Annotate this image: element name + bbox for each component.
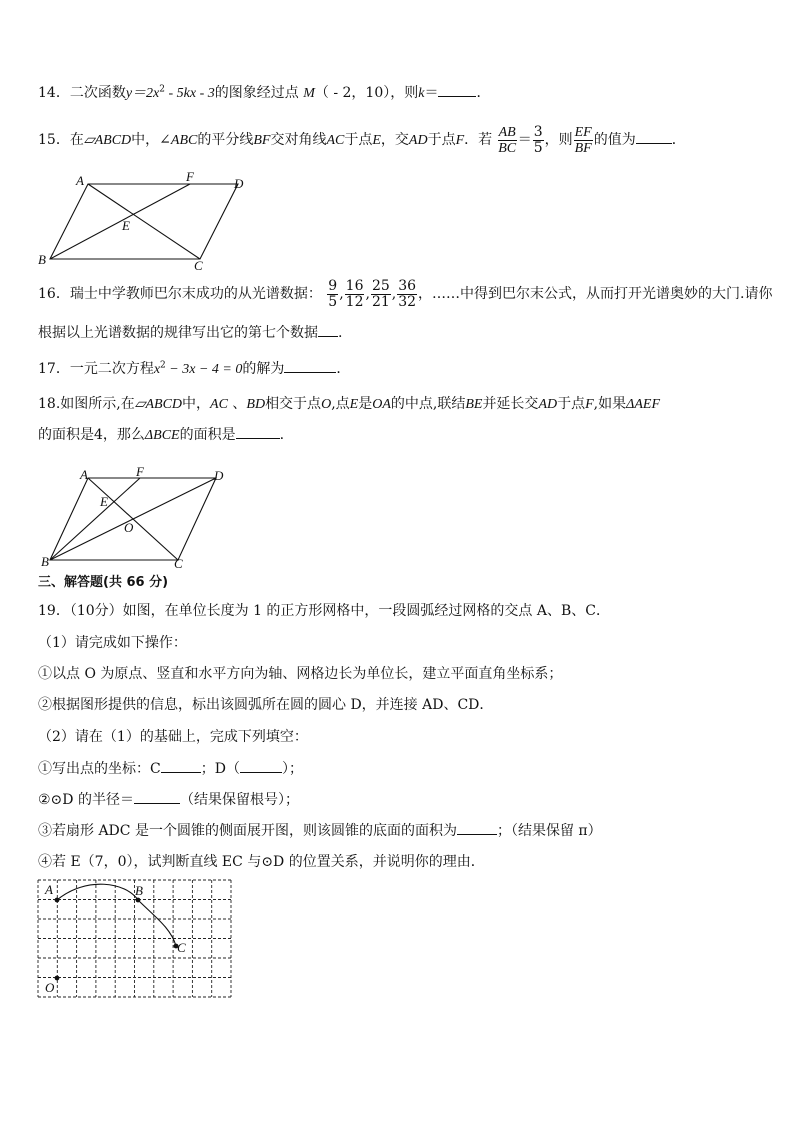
label-o: O <box>45 980 55 995</box>
answer-blank[interactable] <box>438 82 476 97</box>
fraction-4: $\frac{36}{32}$ <box>398 277 417 310</box>
fraction-ab-bc: $\frac{AB}{BC}$ <box>498 124 517 156</box>
label-a: A <box>45 882 53 897</box>
label-a: A <box>76 173 84 188</box>
question-17: 17．一元二次方程$x^2 - 3x - 4 = 0$的解为 ． <box>38 358 350 380</box>
label-d: D <box>214 468 224 483</box>
answer-blank[interactable] <box>318 322 338 337</box>
question-19-part-1: （1）请完成如下操作： <box>38 635 187 651</box>
segment-bf <box>50 478 140 560</box>
point-a <box>55 898 60 903</box>
fraction-ef-bf: $\frac{EF}{BF}$ <box>574 124 592 156</box>
section-heading: 三、解答题(共 66 分) <box>38 575 169 590</box>
question-15: 15．在▱ABCD中，∠ABC的平分线BF交对角线AC于点E，交AD于点F．若 $\frac{AB}{BC}$ ＝ $\frac{3}{5}$ ，则 $\frac{EF}{BF}$ 的值为 ． <box>38 123 686 156</box>
answer-blank[interactable] <box>457 820 497 835</box>
label-c: C <box>177 940 186 955</box>
question-19-fill-3: ③若扇形 ADC 是一个圆锥的侧面展开图，则该圆锥的底面的面积为 ；（结果保留 π） <box>38 820 602 841</box>
diagonal-ac <box>88 184 200 259</box>
question-18-line-2: 的面积是4，那么ΔBCE的面积是 . <box>38 424 284 446</box>
answer-blank[interactable] <box>240 758 282 773</box>
fraction-3: $\frac{25}{21}$ <box>371 277 390 310</box>
question-16: 16．瑞士中学教师巴尔末成功的从光谱数据： $\frac{9}{5}$ , $\frac{16}{12}$ , $\frac{25}{21}$ , $\frac{36}{32}$ ，……中得到巴尔末公式，从而打开光谱奥妙的大门.请你 <box>38 277 773 310</box>
label-c: C <box>194 258 203 272</box>
parallelogram-figure-2 <box>36 464 236 574</box>
question-19: 19．（10分）如图，在单位长度为 1 的正方形网格中，一段圆弧经过网格的交点 A、B、C． <box>38 603 610 619</box>
question-14: 14．二次函数$y=2x^2 - 5kx - 3$的图象经过点 M（ - 2，10），则k＝ ． <box>38 82 490 104</box>
fraction-1: $\frac{9}{5}$ <box>328 277 338 310</box>
answer-blank[interactable] <box>236 424 280 439</box>
label-b: B <box>41 554 49 569</box>
question-19-fill-4: ④若 E（7，0），试判断直线 EC 与⊙D 的位置关系，并说明你的理由． <box>38 854 485 870</box>
answer-blank[interactable] <box>134 789 180 804</box>
point-o <box>55 976 60 981</box>
question-16-line-2: 根据以上光谱数据的规律写出它的第七个数据 . <box>38 322 342 343</box>
answer-blank[interactable] <box>636 129 672 144</box>
question-19-step-2: ②根据图形提供的信息，标出该圆弧所在圆的圆心 D，并连接 AD、CD． <box>38 697 494 713</box>
point-b <box>136 898 141 903</box>
fraction-2: $\frac{16}{12}$ <box>345 277 364 310</box>
label-o: O <box>124 520 134 535</box>
answer-blank[interactable] <box>284 358 336 373</box>
segment-bf <box>50 184 190 259</box>
question-19-fill-2: ②⊙D 的半径＝ （结果保留根号）； <box>38 789 299 810</box>
question-19-part-2: （2）请在（1）的基础上，完成下列填空： <box>38 729 308 745</box>
label-e: E <box>100 494 108 509</box>
label-a: A <box>80 467 88 482</box>
circular-arc <box>57 884 176 946</box>
label-b: B <box>135 883 143 898</box>
grid-figure <box>36 876 236 1002</box>
answer-blank[interactable] <box>161 758 201 773</box>
label-e: E <box>122 218 130 233</box>
label-f: F <box>136 464 144 479</box>
label-f: F <box>186 172 194 184</box>
question-19-fill-1: ①写出点的坐标：C ；D（ ）； <box>38 758 303 779</box>
fraction-3-5: $\frac{3}{5}$ <box>533 123 543 156</box>
parallelogram-figure-1 <box>34 172 254 272</box>
label-c: C <box>174 556 183 571</box>
label-d: D <box>234 176 244 191</box>
label-b: B <box>38 252 46 267</box>
diagonal-bd <box>50 478 216 560</box>
question-19-step-1: ①以点 O 为原点、竖直和水平方向为轴、网格边长为单位长，建立平面直角坐标系； <box>38 666 563 682</box>
question-18: 18.如图所示,在▱ABCD中，AC 、BD相交于点O,点E是OA的中点,联结BE并延长交AD于点F,如果ΔAEF <box>38 396 660 412</box>
